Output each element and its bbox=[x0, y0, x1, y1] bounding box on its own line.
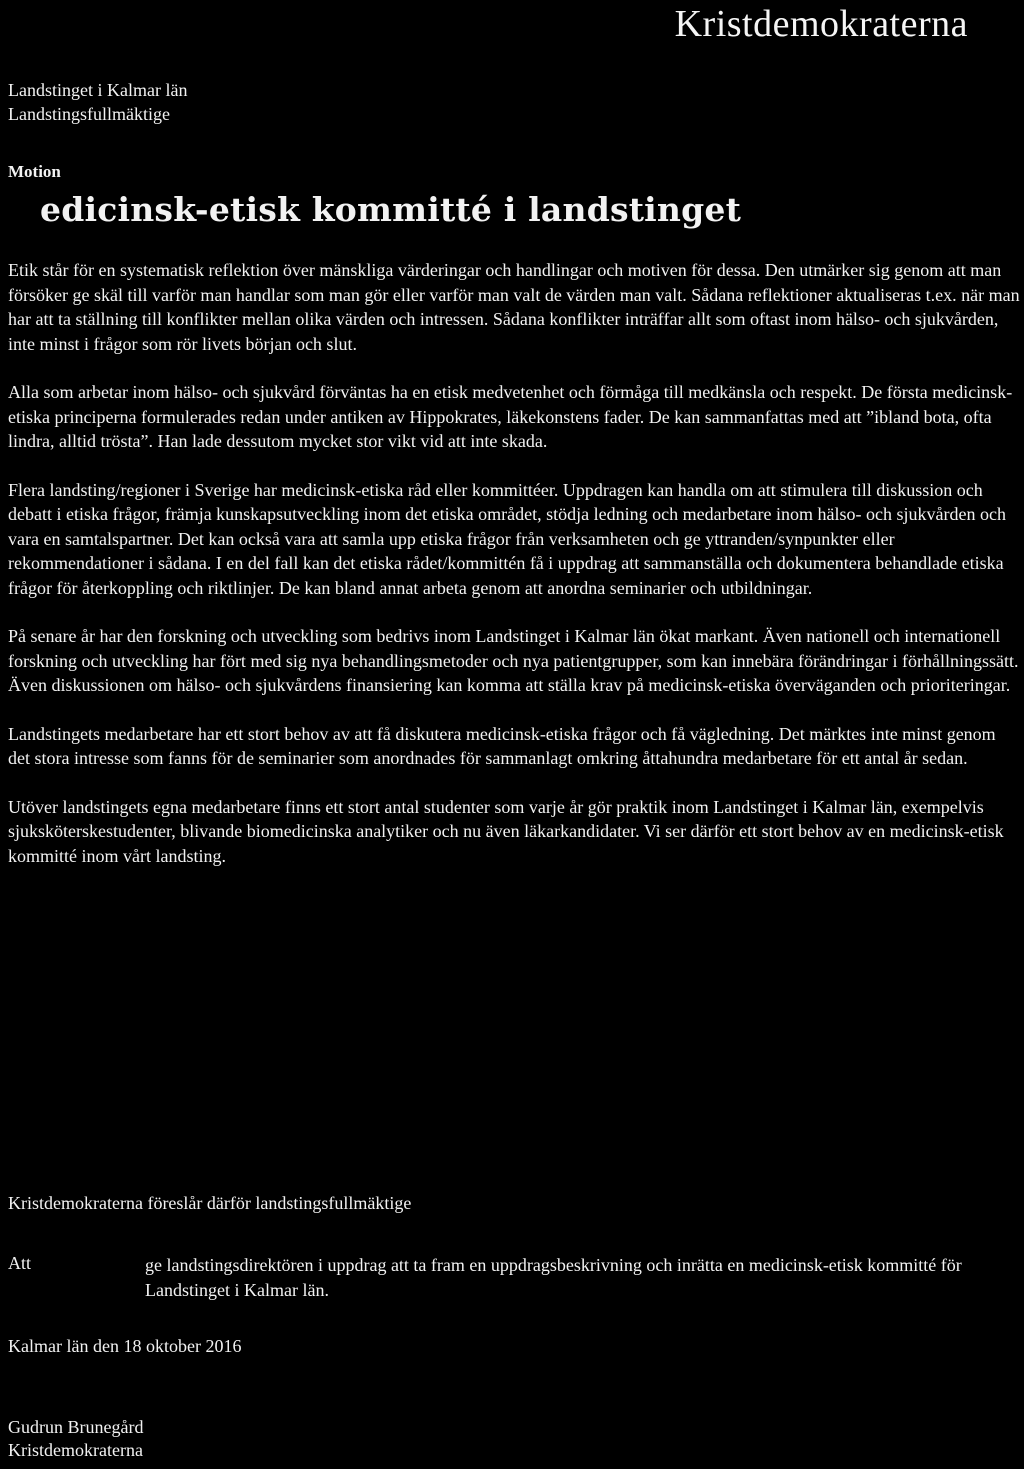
organization-block bbox=[8, 78, 187, 126]
paragraph: Alla som arbetar inom hälso- och sjukvård förväntas ha en etisk medvetenhet och förmåga till medkänsla och respekt. De första medicinsk-etiska principerna formulerades redan under antiken av Hippokrates, läkekonstens fader. De kan sammanfattas med att ”ibland bota, ofta lindra, alltid trösta”. Han lade dessutom mycket stor vikt vid att inte skada. bbox=[8, 382, 1013, 451]
org-assembly: Landstingsfullmäktige bbox=[8, 104, 170, 124]
att-label: Att bbox=[8, 1253, 32, 1273]
party-logo: Kristdemokraterna bbox=[674, 3, 968, 45]
paragraph: Etik står för en systematisk reflektion över mänskliga värderingar och handlingar och motiven för dessa. Den utmärker sig genom att man försöker ge skäl till varför man handlar som man gör eller varför man valt de värden man valt. Sådana reflektioner aktualiseras t.ex. när man har att ta ställning till konflikter mellan olika värden och intressen. Sådana konflikter inträffar allt som oftast inom hälso- och sjukvården, inte minst i frågor som rör livets början och slut. bbox=[8, 260, 1020, 354]
att-text: ge landstingsdirektören i uppdrag att ta fram en uppdragsbeskrivning och inrätta en medicinsk-etisk kommitté för Landstinget i Kalmar län. bbox=[145, 1255, 962, 1300]
document-title: edicinsk-etisk kommitté i landstinget bbox=[40, 190, 742, 229]
org-name: Landstinget i Kalmar län bbox=[8, 80, 188, 100]
proposal-intro: Kristdemokraterna föreslår därför landstingsfullmäktige bbox=[8, 1193, 412, 1213]
date-line: Kalmar län den 18 oktober 2016 bbox=[8, 1336, 242, 1356]
paragraph: På senare år har den forskning och utveckling som bedrivs inom Landstinget i Kalmar län ökat markant. Även nationell och internationell forskning och utveckling har fört med sig nya behandlingsmetoder och nya patientgrupper, som kan innebära förändringar i förhållningssätt. Även diskussionen om hälso- och sjukvårdens finansiering kan komma att ställa krav på medicinsk-etiska överväganden och prioriteringar. bbox=[8, 626, 1019, 695]
paragraph: Flera landsting/regioner i Sverige har medicinsk-etiska råd eller kommittéer. Uppdragen kan handla om att stimulera till diskussion och debatt i etiska frågor, främja kunskapsutveckling inom det etiska området, stödja ledning och medarbetare inom hälso- och sjukvården och vara en samtalspartner. Det kan också vara att samla upp etiska frågor från verksamheten och ge yttranden/synpunkter eller rekommendationer i sådana. I en del fall kan det etiska rådet/kommittén få i uppdrag att sammanställa och dokumentera behandlade etiska frågor för återkoppling och riktlinjer. De kan bland annat arbeta genom att anordna seminarier och utbildningar. bbox=[8, 479, 1006, 598]
signature-block bbox=[8, 1416, 143, 1462]
motion-label: Motion bbox=[8, 162, 61, 181]
document-body bbox=[8, 258, 1020, 892]
paragraph: Landstingets medarbetare har ett stort behov av att få diskutera medicinsk-etiska frågor och få vägledning. Det märktes inte minst genom det stora intresse som fanns för de seminarier som anordnades för sammanlagt omkring åttahundra medarbetare för ett antal år sedan. bbox=[8, 723, 996, 768]
signature-name: Gudrun Brunegård bbox=[8, 1417, 144, 1437]
signature-party: Kristdemokraterna bbox=[8, 1440, 143, 1460]
paragraph: Utöver landstingets egna medarbetare finns ett stort antal studenter som varje år gör praktik inom Landstinget i Kalmar län, exempelvis sjuksköterskestudenter, blivande biomedicinska analytiker och nu även läkarkandidater. Vi ser därför ett stort behov av en medicinsk-etisk kommitté inom vårt landsting. bbox=[8, 796, 1004, 866]
